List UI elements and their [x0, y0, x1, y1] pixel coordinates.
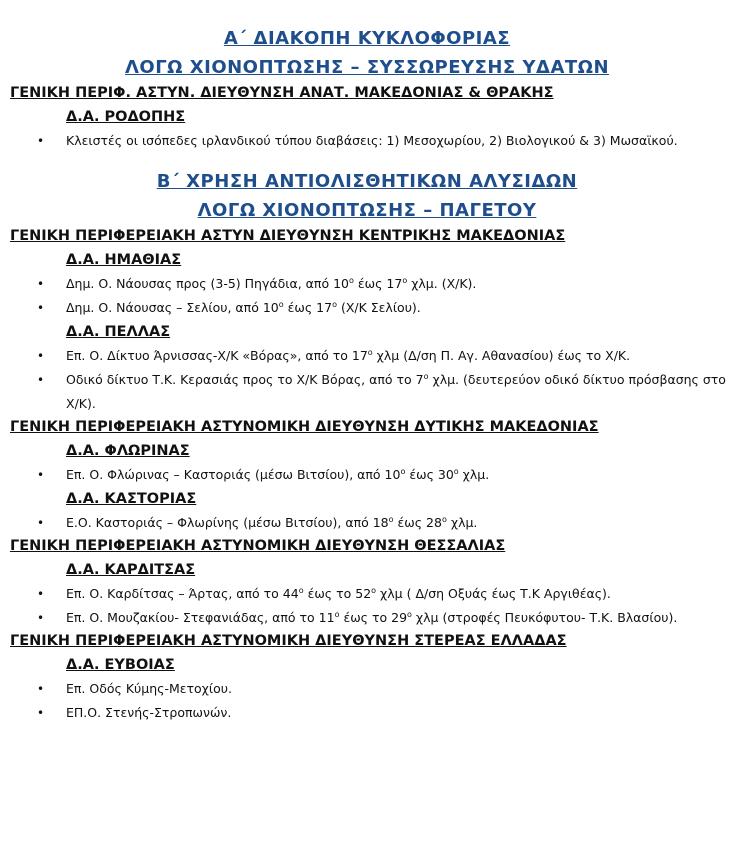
item-text: Οδικό δίκτυο Τ.Κ. Κερασιάς προς το Χ/Κ Βόρας, από το 7	[66, 372, 424, 387]
item-text: χλμ.	[446, 515, 478, 530]
directorate-heading: ΓΕΝΙΚΗ ΠΕΡΙΦΕΡΕΙΑΚΗ ΑΣΤΥΝΟΜΙΚΗ ΔΙΕΥΘΥΝΣΗ ΘΕΣΣΑΛΙΑΣ	[10, 538, 506, 554]
road-list-item	[0, 701, 734, 725]
degree-mark: ο	[367, 347, 373, 357]
degree-mark: ο	[348, 275, 354, 285]
bullet-icon: •	[37, 349, 45, 363]
road-list	[0, 344, 734, 416]
item-text: χλμ. (δευτερεύον οδικό δίκτυο πρόσβασης στο Χ/Κ).	[66, 372, 726, 411]
road-list-item	[0, 129, 734, 153]
section-a-body	[0, 82, 734, 153]
degree-mark: ο	[388, 514, 394, 524]
road-list	[0, 129, 734, 153]
bullet-icon: •	[37, 301, 45, 315]
directorate-heading: ΓΕΝΙΚΗ ΠΕΡΙΦ. ΑΣΤΥΝ. ΔΙΕΥΘΥΝΣΗ ΑΝΑΤ. ΜΑΚΕΔΟΝΙΑΣ & ΘΡΑΚΗΣ	[10, 85, 554, 101]
item-text: έως το 29	[339, 610, 408, 625]
item-text: χλμ ( Δ/ση Οξυάς έως Τ.Κ Αργιθέας).	[376, 586, 611, 601]
degree-mark: ο	[332, 299, 337, 309]
unit-heading: Δ.Α. ΠΕΛΛΑΣ	[66, 324, 171, 340]
item-text: έως 30	[405, 467, 454, 482]
section-b-title-line2: ΛΟΓΩ ΧΙΟΝΟΠΤΩΣΗΣ – ΠΑΓΕΤΟΥ	[197, 200, 537, 221]
item-text: Δημ. Ο. Νάουσας – Σελίου, από 10	[66, 300, 279, 315]
unit-heading: Δ.Α. ΦΛΩΡΙΝΑΣ	[66, 443, 190, 459]
unit-heading: Δ.Α. ΚΑΣΤΟΡΙΑΣ	[66, 491, 197, 507]
bullet-icon: •	[37, 516, 45, 530]
unit-heading: Δ.Α. ΚΑΡΔΙΤΣΑΣ	[66, 562, 196, 578]
item-text: Επ. Ο. Φλώρινας – Καστοριάς (μέσω Βιτσίου), από 10	[66, 467, 401, 482]
degree-mark: ο	[334, 609, 340, 619]
item-text: Δημ. Ο. Νάουσας προς (3-5) Πηγάδια, από 10	[66, 276, 349, 291]
bullet-icon: •	[37, 468, 45, 482]
degree-mark: ο	[400, 466, 406, 476]
directorate-heading: ΓΕΝΙΚΗ ΠΕΡΙΦΕΡΕΙΑΚΗ ΑΣΤΥΝΟΜΙΚΗ ΔΙΕΥΘΥΝΣΗ ΔΥΤΙΚΗΣ ΜΑΚΕΔΟΝΙΑΣ	[10, 419, 599, 435]
road-list-item	[0, 344, 734, 368]
unit-heading: Δ.Α. ΗΜΑΘΙΑΣ	[66, 252, 182, 268]
bullet-icon: •	[37, 134, 45, 148]
unit-heading: Δ.Α. ΕΥΒΟΙΑΣ	[66, 657, 175, 673]
directorate-heading: ΓΕΝΙΚΗ ΠΕΡΙΦΕΡΕΙΑΚΗ ΑΣΤΥΝΟΜΙΚΗ ΔΙΕΥΘΥΝΣΗ ΣΤΕΡΕΑΣ ΕΛΛΑΔΑΣ	[10, 633, 567, 649]
directorate-heading: ΓΕΝΙΚΗ ΠΕΡΙΦΕΡΕΙΑΚΗ ΑΣΤΥΝ ΔΙΕΥΘΥΝΣΗ ΚΕΝΤΡΙΚΗΣ ΜΑΚΕΔΟΝΙΑΣ	[10, 228, 566, 244]
section-a-title-line1: Α΄ ΔΙΑΚΟΠΗ ΚΥΚΛΟΦΟΡΙΑΣ	[223, 28, 511, 49]
section-b-body	[0, 225, 734, 725]
bullet-icon: •	[37, 611, 45, 625]
item-text: Επ. Ο. Καρδίτσας – Άρτας, από το 44	[66, 586, 299, 601]
section-a-title-line2: ΛΟΓΩ ΧΙΟΝΟΠΤΩΣΗΣ – ΣΥΣΣΩΡΕΥΣΗΣ ΥΔΑΤΩΝ	[124, 57, 610, 78]
road-list	[0, 511, 734, 535]
degree-mark: ο	[453, 466, 459, 476]
road-list-item	[0, 463, 734, 487]
item-text: χλμ.	[458, 467, 490, 482]
road-list-item	[0, 272, 734, 296]
road-list-item	[0, 606, 734, 630]
item-text: έως 17	[283, 300, 333, 315]
degree-mark: ο	[298, 585, 304, 595]
item-text: ΕΠ.Ο. Στενής-Στροπωνών.	[66, 705, 232, 720]
degree-mark: ο	[278, 299, 284, 309]
bullet-icon: •	[37, 682, 45, 696]
degree-mark: ο	[407, 609, 412, 619]
degree-mark: ο	[371, 585, 377, 595]
road-list-item	[0, 582, 734, 606]
section-b-title-line1: Β΄ ΧΡΗΣΗ ΑΝΤΙΟΛΙΣΘΗΤΙΚΩΝ ΑΛΥΣΙΔΩΝ	[156, 171, 578, 192]
item-text: Κλειστές οι ισόπεδες ιρλανδικού τύπου διαβάσεις: 1) Μεσοχωρίου, 2) Βιολογικού & 3) Μωσαϊκού.	[66, 133, 678, 148]
bullet-icon: •	[37, 373, 45, 387]
item-text: Επ. Οδός Κύμης-Μετοχίου.	[66, 681, 232, 696]
item-text: χλμ (στροφές Πευκόφυτου- Τ.Κ. Βλασίου).	[411, 610, 678, 625]
item-text: έως 17	[353, 276, 403, 291]
item-text: Επ. Ο. Δίκτυο Άρνισσας-Χ/Κ «Βόρας», από το 17	[66, 348, 368, 363]
bullet-icon: •	[37, 706, 45, 720]
road-list-item	[0, 677, 734, 701]
road-list	[0, 272, 734, 320]
item-text: Ε.Ο. Καστοριάς – Φλωρίνης (μέσω Βιτσίου), από 18	[66, 515, 389, 530]
road-list-item	[0, 296, 734, 320]
bullet-icon: •	[37, 587, 45, 601]
unit-heading: Δ.Α. ΡΟΔΟΠΗΣ	[66, 109, 186, 125]
item-text: έως το 52	[303, 586, 372, 601]
item-text: Επ. Ο. Μουζακίου- Στεφανιάδας, από το 11	[66, 610, 335, 625]
bullet-icon: •	[37, 277, 45, 291]
road-list	[0, 463, 734, 487]
item-text: χλμ (Δ/ση Π. Αγ. Αθανασίου) έως το Χ/Κ.	[372, 348, 631, 363]
road-list	[0, 677, 734, 725]
degree-mark: ο	[423, 371, 429, 381]
road-list-item	[0, 511, 734, 535]
item-text: (Χ/Κ Σελίου).	[336, 300, 421, 315]
degree-mark: ο	[402, 275, 408, 285]
road-list	[0, 582, 734, 630]
degree-mark: ο	[441, 514, 447, 524]
road-list-item	[0, 368, 734, 416]
item-text: χλμ. (Χ/Κ).	[407, 276, 477, 291]
item-text: έως 28	[393, 515, 442, 530]
